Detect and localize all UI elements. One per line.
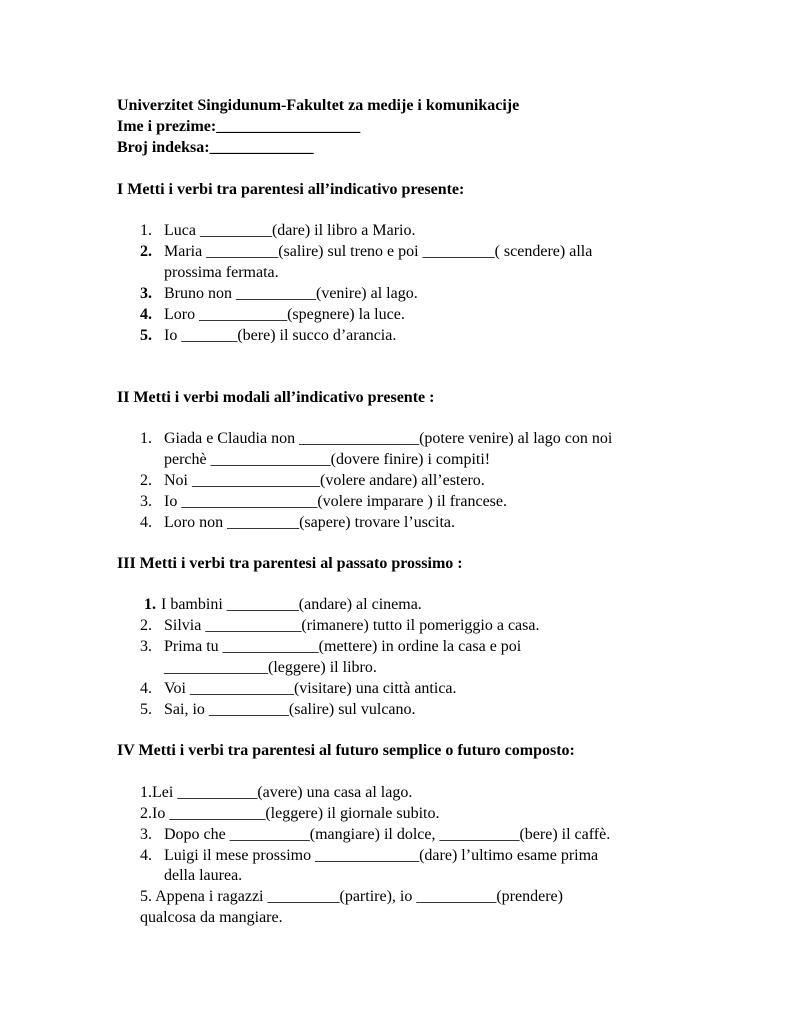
name-field-label: Ime i prezime:__________________: [117, 118, 361, 135]
exercise-item: 5. Appena i ragazzi _________(partire), io __________(prendere): [140, 888, 563, 905]
worksheet-page: Univerzitet Singidunum-Fakultet za medije i komunikacije Ime i prezime:__________________ Broj indeksa:_____________ I Metti i verbi tra parentesi all’indicativo presente: 1. Luca _________(dare) il libro a Mario. 2. Maria _________(salire) sul treno e poi _________( scendere) alla prossima fermata. 3. Bruno non __________(venire) al lago. 4. Loro ___________(spegnere) la luce. 5. Io _______(bere) il succo d’arancia. II Metti i verbi modali all’indicativo presente : 1. Giada e Claudia non _______________(potere venire) al lago con noi perchè _______________(dovere finire) i compiti! 2. Noi ________________(volere andare) all’estero. 3. Io _________________(volere imparare ) il francese. 4. Loro non _________(sapere) trovare l’uscita. III Metti i verbi tra parentesi al passato prossimo : 1. I bambini _________(andare) al cinema. 2. Silvia ____________(rimanere) tutto il pomeriggio a casa. 3. Prima tu ____________(mettere) in ordine la casa e poi _____________(leggere) il libro. 4. Voi _____________(visitare) una città antica. 5. Sai, io __________(salire) sul vulcano. IV Metti i verbi tra parentesi al futuro semplice o futuro composto: 1.Lei __________(avere) una casa al lago. 2.Io ____________(leggere) il giornale subito. 3. Dopo che __________(mangiare) il dolce, __________(bere) il caffè. 4. Luigi il mese prossimo _____________(dare) l’ultimo esame prima della laurea. 5. Appena i ragazzi _________(partire), io __________(prendere) qualcosa da mangiare.: [117, 97, 613, 926]
index-number-label: Broj indeksa:_____________: [117, 139, 314, 156]
section-4-title: IV Metti i verbi tra parentesi al futuro semplice o futuro composto:: [117, 742, 575, 759]
exercise-item: 2.Io ____________(leggere) il giornale subito.: [140, 805, 440, 822]
section-1-title: I Metti i verbi tra parentesi all’indicativo presente:: [117, 181, 465, 198]
university-title: Univerzitet Singidunum-Fakultet za medije i komunikacije: [117, 97, 520, 114]
section-3-title: III Metti i verbi tra parentesi al passato prossimo :: [117, 555, 463, 572]
exercise-item: 1.Lei __________(avere) una casa al lago.: [140, 784, 413, 801]
exercise-item-continuation: qualcosa da mangiare.: [140, 909, 283, 926]
section-2-title: II Metti i verbi modali all’indicativo presente :: [117, 389, 435, 406]
